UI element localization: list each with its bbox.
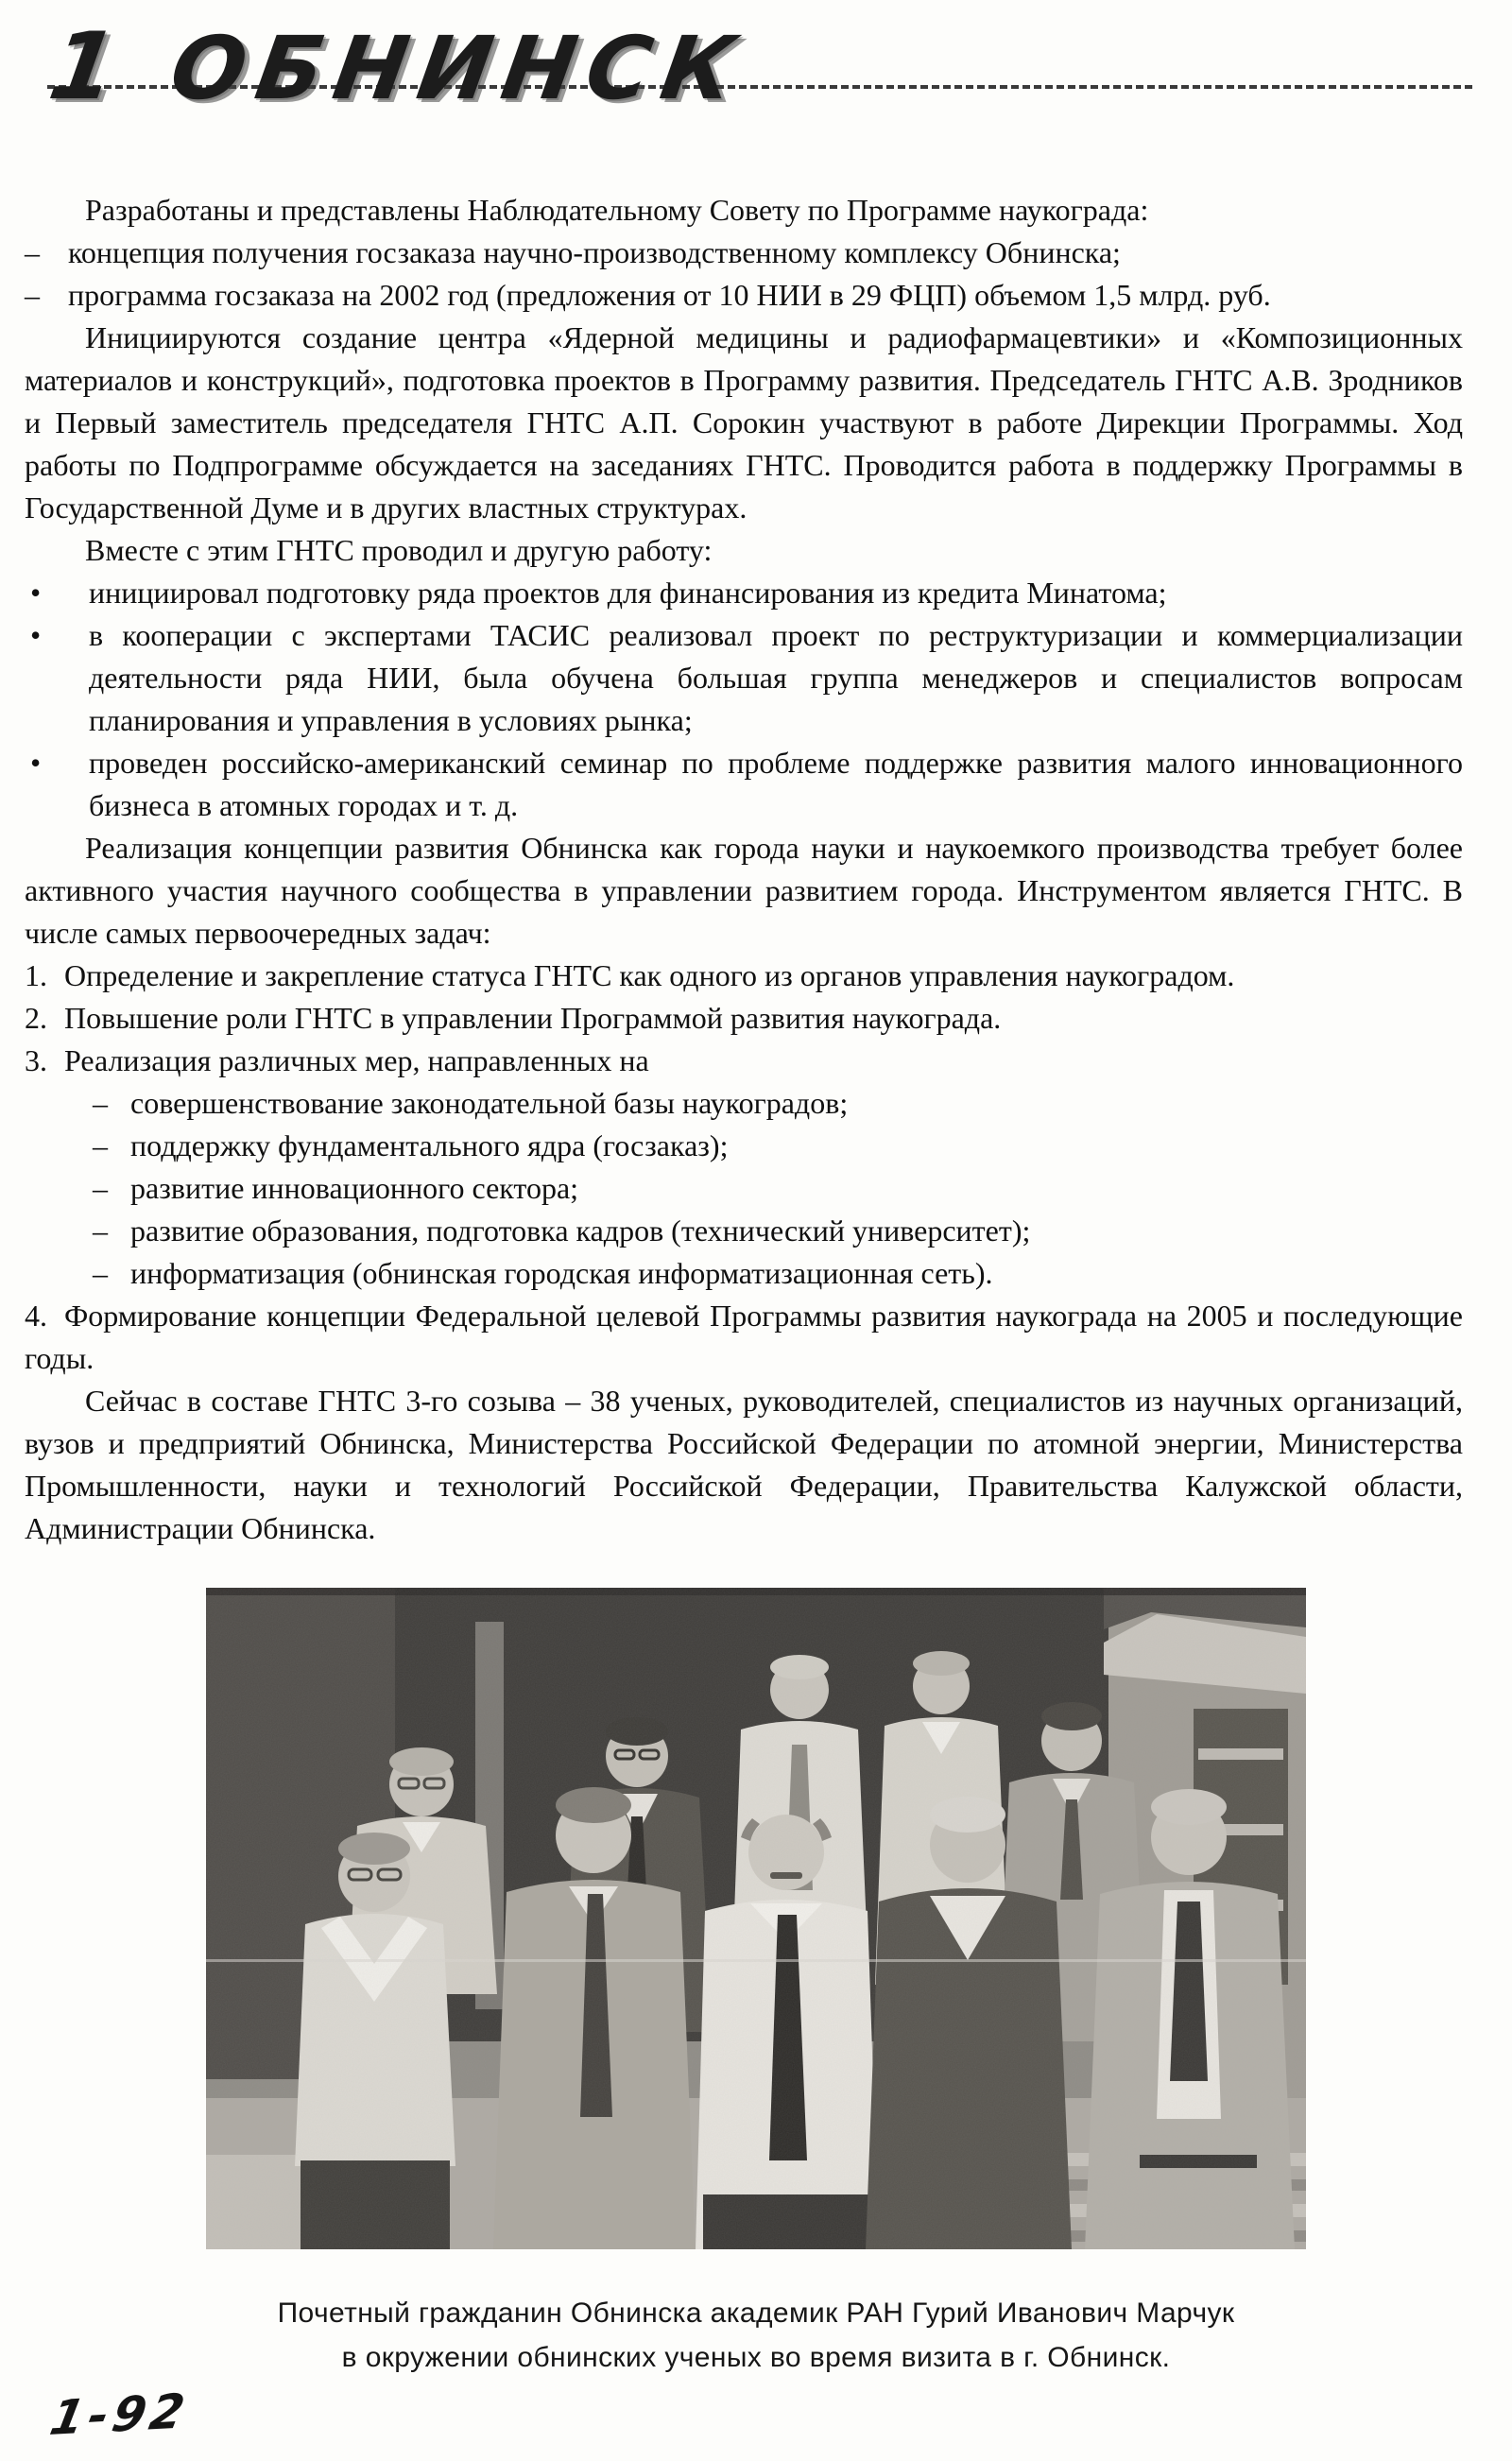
photo-caption-line-1: Почетный гражданин Обнинска академик РАН Гурий Иванович Марчук bbox=[277, 2298, 1235, 2329]
task-item-4: 4. Формирование концепции Федеральной целевой Программы развития наукограда на 2005 и последующие годы. bbox=[25, 1299, 1463, 1375]
chapter-number: 1 bbox=[42, 13, 127, 121]
dash-glyph: – bbox=[93, 1171, 108, 1205]
photo-caption bbox=[0, 2291, 1512, 2380]
paragraph-final: Сейчас в составе ГНТС 3-го созыва – 38 ученых, руководителей, специалистов из научных организаций, вузов и предприятий Обнинска, Министерства Российской Федерации по атомной энергии, Министерства Промышленности, науки и технологий Российской Федерации, Правительства Калужской области, Администрации Обнинска. bbox=[25, 1384, 1463, 1545]
dash-item: – концепция получения госзаказа научно-производственному комплексу Обнинска; bbox=[25, 232, 1463, 274]
dash-glyph: – bbox=[93, 1086, 108, 1120]
dash-item: – программа госзаказа на 2002 год (предложения от 10 НИИ в 29 ФЦП) объемом 1,5 млрд. руб. bbox=[25, 274, 1463, 317]
paragraph-other-work-lead: Вместе с этим ГНТС проводил и другую работу: bbox=[85, 533, 713, 567]
dash-glyph: – bbox=[93, 1256, 108, 1290]
task-3-sublist bbox=[93, 1082, 1463, 1295]
sub-dash-item: – развитие инновационного сектора; bbox=[93, 1167, 1463, 1210]
bullet-glyph: • bbox=[30, 618, 42, 652]
intro-lead: Разработаны и представлены Наблюдательному Совету по Программе наукограда: bbox=[85, 193, 1149, 227]
paragraph-realization: Реализация концепции развития Обнинска как города науки и наукоемкого производства требует более активного участия научного сообщества в управлении развитием города. Инструментом является ГНТС. В числе самых первоочередных задач: bbox=[25, 831, 1463, 950]
dash-glyph: – bbox=[93, 1128, 108, 1162]
dash-glyph: – bbox=[25, 278, 40, 312]
task-item-2: 2. Повышение роли ГНТС в управлении Программой развития наукограда. bbox=[25, 1001, 1002, 1035]
sub-dash-item: – совершенствование законодательной базы наукоградов; bbox=[93, 1082, 1463, 1125]
sub-dash-item: – информатизация (обнинская городская информатизационная сеть). bbox=[93, 1252, 1463, 1295]
chapter-title-block bbox=[43, 13, 753, 121]
paragraph-initiatives: Инициируются создание центра «Ядерной медицины и радиофармацевтики» и «Композиционных материалов и конструкций», подготовка проектов в Программу развития. Председатель ГНТС А.В. Зродников и Первый заместитель председателя ГНТС А.П. Сорокин участвуют в работе Дирекции Программы. Ход работы по Подпрограмме обсуждается на заседаниях ГНТС. Проводится работа в поддержку Программы в Государственной Думе и в других властных структурах. bbox=[25, 320, 1463, 525]
photo-caption-line-2: в окружении обнинских ученых во время визита в г. Обнинск. bbox=[341, 2342, 1171, 2373]
task-number: 4. bbox=[25, 1299, 47, 1333]
group-photo bbox=[206, 1588, 1306, 2249]
bullet-glyph: • bbox=[30, 746, 42, 780]
bullet-item: • инициировал подготовку ряда проектов для финансирования из кредита Минатома; bbox=[25, 572, 1463, 614]
group-photo-illustration bbox=[206, 1588, 1306, 2249]
task-number: 3. bbox=[25, 1043, 47, 1077]
dash-glyph: – bbox=[25, 235, 40, 269]
sub-dash-item: – развитие образования, подготовка кадров (технический университет); bbox=[93, 1210, 1463, 1252]
bullet-item: • в кооперации с экспертами ТАСИС реализовал проект по реструктуризации и коммерциализации деятельности ряда НИИ, была обучена большая группа менеджеров и специалистов вопросам планирования и управления в условиях рынка; bbox=[25, 614, 1463, 742]
task-item-1: 1. Определение и закрепление статуса ГНТС как одного из органов управления наукоградом. bbox=[25, 958, 1235, 992]
bullet-glyph: • bbox=[30, 576, 42, 610]
chapter-header bbox=[0, 15, 1512, 130]
task-number: 1. bbox=[25, 958, 47, 992]
bullet-item: • проведен российско-американский семинар по проблеме поддержке развития малого инновационного бизнеса в атомных городах и т. д. bbox=[25, 742, 1463, 827]
body-text bbox=[0, 189, 1512, 1550]
sub-dash-item: – поддержку фундаментального ядра (госзаказ); bbox=[93, 1125, 1463, 1167]
page-title: ОБНИНСК bbox=[163, 18, 753, 119]
task-number: 2. bbox=[25, 1001, 47, 1035]
page-number-handwritten: 1-92 bbox=[45, 2383, 194, 2447]
task-item-3: 3. Реализация различных мер, направленных на bbox=[25, 1043, 649, 1077]
dash-glyph: – bbox=[93, 1213, 108, 1248]
